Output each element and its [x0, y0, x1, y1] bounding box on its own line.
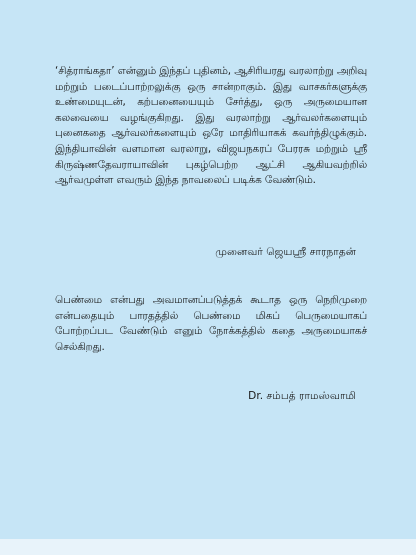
review-paragraph-2: பெண்மை என்பது அவமானப்படுத்தக் கூடாத ஒரு நெறிமுறை என்பதையும் பாரதத்தில் பெண்மை மிகப் பெருமையாகப் போற்றப்பட வேண்டும் எனும் நோக்கத்தில் கதை அருமையாகச் செல்கிறது. — [55, 294, 367, 353]
review-author-2: Dr. சம்பத் ராமஸ்வாமி — [248, 390, 356, 402]
review-author-1: முனைவர் ஜெயஸ்ரீ சாரநாதன் — [215, 246, 356, 258]
bottom-margin-strip — [0, 539, 416, 555]
review-paragraph-1: ‘சித்ராங்கதா’ என்னும் இந்தப் புதினம், ஆசிரியரது வரலாற்று அறிவு மற்றும் படைப்பாற்றலுக்கு ஒரு சான்றாகும். இது வாசகர்களுக்கு உண்மையுடன், கற்பனையையும் சேர்த்து, ஒரு அருமையான கலவையை வழங்குகிறது. இது வரலாற்று ஆர்வலர்களையும் புனைகதை ஆர்வலர்களையும் ஒரே மாதிரியாகக் கவர்ந்திழுக்கும். இந்தியாவின் வளமான வரலாறு, விஜயநகரப் பேரரசு மற்றும் ஸ்ரீ கிருஷ்ணதேவராயாவின் புகழ்பெற்ற ஆட்சி ஆகியவற்றில் ஆர்வமுள்ள எவரும் இந்த நாவலைப் படிக்க வேண்டும். — [55, 65, 367, 187]
